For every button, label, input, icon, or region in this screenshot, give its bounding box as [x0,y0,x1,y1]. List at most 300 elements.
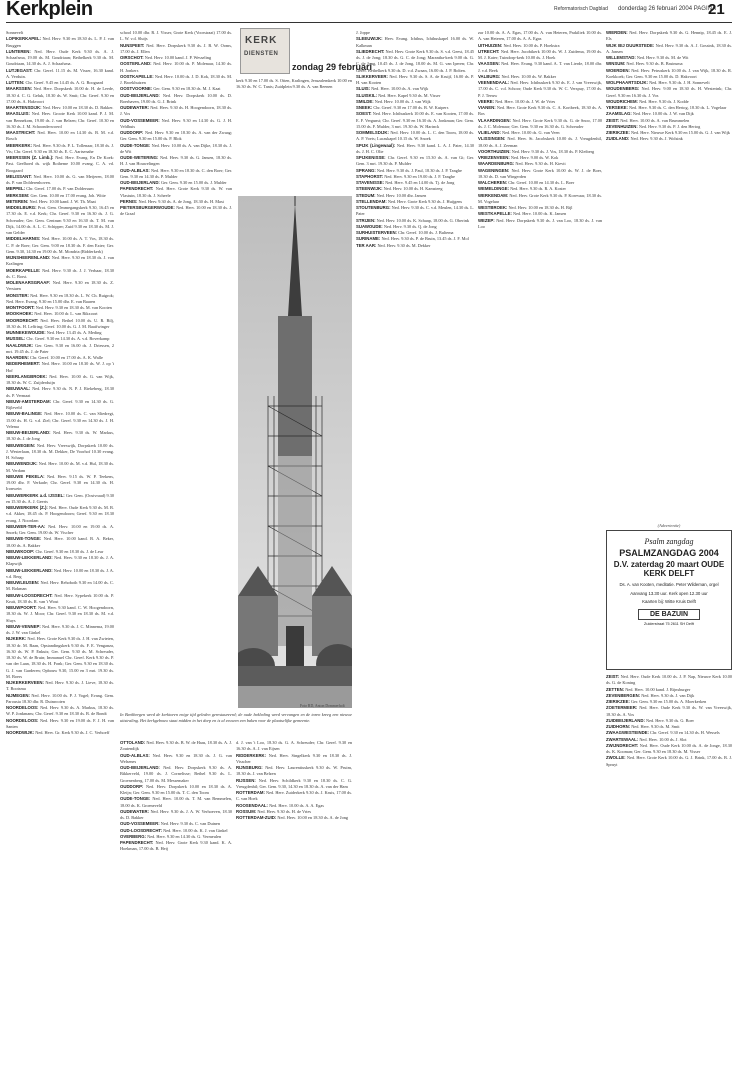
service-entry [6,461,114,474]
service-times: Ned. Herv. 10.00 kand. J. Rijnsburger [625,686,691,692]
service-times: Ned. Herv. Evang. 9.30 kand. A. T. van Lierde, 18.00 dhr. J. v.d. Beek [478,61,602,73]
place-name: STAVENISSE: [356,180,385,185]
place-name: MIDDELBURG: [6,205,37,210]
service-times: Ned. Herv. 9.30 en 14.30 ds. G. J. H. Veldhuis [120,117,232,129]
service-times: Ned. Herv. 9.30 ds. W. Markus, 18.30 ds. J. de Jong [6,430,114,442]
service-entry [606,743,732,756]
service-times: Chr. Geref. 17.00 ds. P. van Doldersum [26,186,94,192]
service-entry [6,730,114,736]
service-times: Ned. Herv. 9.30 ds. A. Markus, 18.30 ds. W. P. Jonkmans; Chr. Geref. 9.30 en 18.30 ds. B. de Bondt [6,705,114,717]
service-times: Ned. Herv. 10.00 ds. A. A. Egas [269,802,324,808]
newspaper-name: Reformatorisch Dagblad [554,6,608,12]
place-name: VLISSINGEN: [478,136,506,142]
place-name: MUSSEL: [6,336,26,342]
place-name: NEDERHEMERT: [6,361,41,367]
service-times: school 10.00 dhr. R. J. Visser, Grote Kerk (Voorstraat) 17.00 ds. L. W. v.d. Sluijs [120,30,232,42]
service-entry [236,740,352,753]
service-times: Ned. Herv. 9.30 en 18.30 ds. J. A. Klapwijk [6,555,114,567]
service-times: Ned. Herv. 9.30 ds. S. A. de Kruijf, 16.00 ds. P. H. van Kooten [356,73,474,85]
kerkdiensten-logo [240,28,290,74]
service-entry [356,111,474,130]
service-entry [6,524,114,537]
place-name: ROSSUM: [236,808,257,814]
service-times: Ned. Herv. Dorpskerk 9.30 ds. A. Bikkerveld, 19.00 ds. J. Cornelisse; Bethel 9.30 ds. L. Groenenberg, 17.00 ds. M. Messemaker [120,765,232,783]
place-name: MOORDRECHT: [6,317,39,323]
photo-caption: In Beekbergen werd de kerktoren enige tijd geleden gerestaureerd; de oude bekleding werd vervangen en de toren kreeg een nieuwe uitstraling. Het kerkgebouw staat midden in het dorp en is al eeuwen een baken voor de plaatselijke gemeente. [120,712,352,723]
place-name: SLIEDRECHT: [356,48,385,54]
service-times: Ned. Herv. 10.00 kand. J. W. Th. Maat [29,198,96,204]
service-entry [120,740,232,753]
service-entry [120,93,232,106]
place-name: OUDE-TONGE: [120,142,151,148]
place-name: MERKSEM: [6,192,30,198]
place-name: ZEVENBERGEN: [606,692,641,698]
place-name: NUNSPEET: [120,42,145,48]
place-name: NEERLANGBROEK: [6,373,48,379]
service-times: Ned. Herv. St. Jacobskerk 10.00 ds. J. Vreugdenhil, 18.00 ds. A. J. Zeeman [478,136,602,148]
service-entry [120,796,232,809]
service-entry [478,168,602,181]
place-name: STRIJEN: [356,217,376,223]
place-name: ZUIDHORN: [606,724,631,729]
ad-time: Aanvang 13.30 uur. Kerk open 12.30 uur [630,590,708,596]
service-entry [120,105,232,118]
place-name: RIJNSBURG: [236,765,263,770]
place-name: VIANEN: [478,105,496,110]
service-times: Ned. Herv. 9.30 ds. N. P. J. Riekeberg, 18.30 ds. P. Vermaat [6,386,114,398]
service-times: Ned. Herv. 10.00 en 18.30 ds. J. A. v.d. Berg [6,567,114,579]
service-times: Ger. Gem. 10.00 en 17.00 evang. Joh. Witte [30,192,106,198]
page-number: 21 [708,1,725,18]
service-entry [236,765,352,778]
service-entry [6,143,114,156]
service-times: Ned. Herv. 10.00 kand. J. P. Wesseling [144,55,212,60]
listing-column-3 [236,78,352,188]
place-name: STEDUM: [356,192,376,198]
service-entry [6,411,114,430]
service-entry [6,605,114,624]
place-name: STAPHORST: [356,173,384,179]
place-name: PIETERSBURGERWOUDE: [120,205,175,210]
service-entry [478,136,602,149]
place-name: SURINAME: [356,236,381,242]
service-times: Ned. Herv. 9.30 en 19.00 ds. J. F. Tanghe [384,173,455,179]
place-name: OOSTERLAND: [120,61,152,67]
place-name: OUD-VOSSEMEER: [120,821,160,827]
place-name: SMILDE: [356,98,374,104]
place-name: SLIKKERVEER: [356,73,388,79]
place-name: SURHUISTERVEEN: [356,230,397,235]
place-name: NIEUWEGEIN: [6,442,36,448]
service-times: Ned. Herv. 10.00 ds. P. Hoekstra [503,42,560,48]
service-times: Ned. Herv. Vreeswijk, Dorpskerk 10.00 ds. J. Westerlaan, 18.30 ds. M. Dekker, De Voorhof 10.30 evang. H. Schaap [6,442,114,460]
place-name: SLUIS: [356,86,371,92]
place-name: OUD-BEIJERLAND: [120,180,160,185]
place-name: TER AAR: [356,242,377,248]
service-times: Ned. Herv. 9.30 en 18.30 ds. L. W. Ch. Ruigrok; Ned. Herv. Evang. 9.30 en 15.00 dhr. E. van Baaren [6,292,114,304]
place-name: WEZEP: [478,217,495,223]
service-times: Chr. Geref. 9.30 en 14.30 ds. H. Wessels [650,730,720,736]
ad-tickets: Kaarten bij: Witte Kruis Delft [642,599,696,604]
place-name: MOERKAPELLE: [6,267,41,273]
service-entry [606,86,732,99]
service-times: Ned. Herv. Laurentiuskerk 9.30 ds. W. Pruim, 18.30 ds. J. van Belzen [236,765,352,777]
logo-line-1: KERK [245,35,278,46]
place-name: OUD-BEIJERLAND: [120,92,160,98]
place-name: MAARTENSDIJK: [6,105,42,110]
service-entry [6,268,114,281]
service-times: Ned. Herv. 9.30 en 18.30 ds. C. den Boer; Ger. Gem. 9.30 en 14.30 ds. P. Mulder [120,167,232,179]
service-entry [6,361,114,374]
listing-column-6-lower [606,674,732,1062]
place-name: WALCHEREN: [478,180,508,185]
place-name: OVERBERG: [120,833,147,839]
service-entry [6,174,114,187]
service-entry [6,636,114,680]
service-entry [6,693,114,706]
service-times: Ned. Herv. 10.00 en 19.00 ds. A. Snoek; Ger. Gem. 19.00 ds. W. Vischer [6,523,114,535]
service-entry [6,205,114,236]
service-times: Ned. Herv. 9.30 en 18.30 ds. M. van Kooten [35,305,112,310]
place-name: SPIJK (Lingewaal): [356,142,396,148]
service-times: Ned. Herv. Gr. Kerk 9.30 ds. J. C. Verhoeff [35,730,110,735]
service-times: Ned. Herv. 9.30 ds. J. J. Verhaar, 18.30 ds. C. Borst. [6,267,114,279]
service-times: Ned. Herv. 10.00 ds. J. W. de Vries [495,98,556,104]
service-times: Ned. Herv. 10.00 dhr. Jansen [376,192,427,198]
place-name: MIJNSHEERENLAND: [6,255,51,260]
church-tower-illustration [238,196,352,708]
service-times: Ned. Herv. Grote Kerk 9.30 ds. S. v.d. Geest, 18.45 ds. J. de Jong; 18.30 ds. G. C. de Jong; Marantha-kerk 9.00 ds. G. C. de Jong, 10.45 ds. J. de Jong, 18.00 ds. M. G. van Iperen; Chr. Geref. Bethelkerk 9.30 ds. D. v.d. Zwaan, 16.00 ds. J. P. Bolten. [356,48,474,73]
service-entry [236,790,352,803]
place-name: SLEEUWIJK: [356,36,383,42]
service-times: Ned. Herv. Oude Kerk 10.00 ds. J. P. Nap, Nieuwe Kerk 10.00 ds. G. de Koning [606,674,732,686]
service-times: Ned. Herv. 9.30 ds. G. Jansen, 18.30 ds. H. J. van Houwelingen [120,155,232,167]
service-entry [6,555,114,568]
service-times: Ned. Herv. 9.30 ds. B. W. de Haas, 18.30 ds. A. J. Zoutendijk [120,740,232,752]
place-name: ZIERIKZEE: [606,130,630,135]
place-name: ZEIST: [606,674,620,679]
service-entry [606,43,732,56]
service-entry [356,49,474,74]
service-times: Ned. Herv. Grote Kerk 9.30 ds. J. Huijgens [387,198,463,204]
service-times: Chr. Geref. 10.00 en 17.00 ds. A. K. Walle [30,355,103,360]
listing-column-2-lower [120,740,232,1062]
service-entry [236,78,352,91]
service-times: Ned. Herv. 9.30 ds. C. v.d. Meulen, 14.30 ds. L. Pater [356,205,474,217]
service-times: Ned. Herv. 10.00 ds. A. T. Vos, 18.30 ds. C. P. de Boer; Ger. Gem. 9.00 en 18.30 ds. F. den Exter; Ger. Gem. 9.30, 14.30 en 19.00 ds. M. Mondria (Ridderkerk) [6,236,114,254]
place-name: WESTKAPELLE: [478,211,512,217]
service-entry [6,155,114,174]
service-times: Ned. Herv. Grote Kerk 9.30 ds. C. A. Kortbeek, 18.30 ds. A. Bos [478,105,602,117]
place-name: ZOETERMEER: [606,705,638,711]
place-name: WERKENDAM: [478,192,509,198]
service-times: Ned. Herv. Oude Kerk 9.30 ds. M. B. v.d. Akker, 18.45 ds. P. Hoogendoorn; Geref. 9.30 en 18.30 evang. J. Noordam [6,505,114,523]
service-entry [120,130,232,143]
advertisement-label: (Advertentie) [657,523,681,528]
service-times: Ned. Herv. Grote Kerk 9.30 ds. W. van Vlastuin, 18.30 ds. J. Scheele [120,186,232,198]
place-name: MOLENAARSGRAAF: [6,280,51,285]
place-name: VALBURG: [478,73,501,79]
service-entry [356,130,474,143]
service-entry [120,809,232,822]
service-times: Ned. Herv. Dorpskerk 10.00 dr. H. de Leede, 18.30 d. C. G. Geluk, 18.30 ds. W. Smit; Chr. Geref. 9.30 en 17.00 ds. A. Hakvoort [6,86,114,104]
service-times: Ned. Herv. 9.30 ds. J. C. Minnema, 19.00 ds. J. W. van Ginkel [6,623,114,635]
service-entry [6,536,114,549]
place-name: OUD-VOSSEMEER: [120,117,160,123]
service-entry [606,755,732,768]
place-name: PAPENDRECHT: [120,186,154,192]
place-name: ZWOLLE: [606,755,626,761]
service-entry [6,130,114,143]
service-times: Ned. Herv. 10.00 ds. J. W. van Dijk [632,111,694,117]
service-times: Ned. Herv. 10.00 en 18.30 ds. D. Bakker. [42,105,114,110]
service-times: Ger. Gem. 9.30 en 18.30 ds. M. J. Kaat [153,86,221,92]
service-times: Ned. Herv. 9.45 en 14.00 ds. Tj. de Jong [385,180,455,185]
service-entry [6,280,114,293]
service-times: Ned. Herv. 10.00 ds. A. van Wijk [371,86,429,92]
place-name: ZETTEN: [606,686,625,692]
service-times: Ned. Herv. 10.00 ds. G. van Veen [502,130,560,135]
service-times: Ned. Herv. 9.30 ds. C. van Duinen [160,821,220,827]
service-times: Chr. Geref. 9.45 en 14.45 ds. A. G. Boogaard [25,80,104,85]
service-times: Ned. Herv. Ichthuskerk 10.00 ds. E. van Kooten, 17.00 ds. E. F. Vergunst; Chr. Geref. 9.30 en 16.30 ds. A. Jonkman; Ger. Gem. 15.00 ds. F. Mulder, 3 mrt. 19.30 ds. W. Harinck [356,111,474,129]
service-times: Ned. Herv. 10.00 ds. L. C. den Toom, 18.00 ds. A. P. Voets; Lucaskapel 10.15 ds. W. Snoek [356,130,474,142]
place-name: NAARDEN: [6,355,29,360]
service-entry [478,61,602,74]
service-times: Ned. Herv. Oude Kerk 9.30 ds. W. van Vreeswijk, 18.30 ds. A. Vos [606,705,732,717]
ad-brand: DE BAZUIN [638,609,700,620]
service-entry [120,143,232,156]
service-times: Ned. Herv. 9.30 ds. P. de Bruin, 13.45 ds. J. F. Mol [381,236,469,242]
place-name: OIRSCHOT: [120,55,144,60]
place-name: NOORDELOOS: [6,705,39,710]
place-name: SPIJKENISSE: [356,155,386,160]
service-times: Ned. Herv. 10.00 ds. M. v.d. Hul, 18.30 ds. M. Verdam [6,461,114,473]
place-name: MOOKHOEK: [6,311,34,317]
place-name: OUDEWATER: [120,808,150,814]
service-times: Ned. Herv. 9.30 ds. A. de Jong, 18.30 ds. H. Mast [138,198,224,204]
place-name: NIEUWKOOP: [6,548,35,554]
service-entry [120,840,232,853]
place-name: WAARDENBURG: [478,161,515,167]
service-times: Ned. Herv. Dorpskerk 9.30 ds. G. Hennip, 18.45 ds. E. J. Els [606,30,732,42]
place-name: MEERSSEN (Z. Limb.): [6,155,54,160]
listing-column-2 [120,30,232,700]
place-name: STEENWIJK: [356,186,383,192]
place-name: MONTFOORT: [6,305,35,310]
place-name: MAASLUIS: [6,111,30,117]
place-name: OUDE-TONGE: [120,796,151,802]
service-times: Ned. Herv. 10.00 ds. T. M. van Bemmelen, 18.00 ds. K. Groeneveld [120,796,232,808]
service-times: Ned. Herv. 9.30 ds. M. Smit [631,724,680,729]
place-name: SUAWOUDE: [356,223,383,229]
service-entry [120,753,232,766]
psalmzangdag-advertisement [606,530,732,670]
place-name: OUD-LOOSDRECHT: [120,827,163,833]
service-times: Ger. Gem. 9.30 en 15.00 ds. A. Moerkerken [630,699,707,704]
service-times: Ned. Herv. 10.00 ds. J. D. Kok, 18.30 ds. M. J. Broekhuizen [120,73,232,85]
service-times: J. Joppe [356,30,370,35]
service-entry [478,218,602,231]
service-entry [356,143,474,156]
issue-date: donderdag 26 februari 2004 PAGINA [618,6,716,12]
service-times: Ned. Herv. Singelkerk 9.30 en 18.30 ds. J. Visscher [236,752,352,764]
service-times: Ned. Herv. Dorpskerk 10.00 ds. D. Boerhaven, 19.00 ds. G. J. Brink [120,92,232,104]
place-name: WIJK BIJ DUURSTEDE: [606,42,655,48]
place-name: SNEEK: [356,105,373,110]
place-name: LUTJEGAST: [6,67,33,73]
service-times: Ned. Herv. 9.30 ds. J. Lieve, 18.30 ds. T. Bootsma [6,680,114,692]
place-name: ZWAAGWESTEINDE: [606,730,649,736]
ad-title: PSALMZANGDAG 2004 [619,548,719,558]
page-header [6,0,732,23]
service-times: Ned. Herv. Jacobikerk 10.00 ds. W. J. Zuidema, 19.00 ds. M. J. Kater; Tuindorp-kerk 10.00 ds. J. Hoek [478,48,602,60]
service-entry [120,784,232,797]
service-times: Ned. Herv. 9.30 kand. C. W. Hoogendoorn, 18.30 ds. W. J. Moor; Chr. Geref. 9.30 en 18.30 ds. M. v.d. Sluys [6,605,114,623]
place-name: STELLENDAM: [356,198,387,204]
service-times: Ned. Herv. Dorpskerk 9.30 ds. J. van Loo, 18.30 ds. J. van Loo [478,217,602,229]
service-times: Ned. Herv. Evang. En De Koek: Past. Geelhoed ds. wijk Rotheme 10.00 evang. C. A. vd. Boogaard [6,155,114,173]
listing-column-6 [606,30,732,520]
service-times: Ned. Herv. 9.30 ds. C. den Hertog, 18.30 ds. L. Vogelaar [629,105,727,110]
service-times: d. J. van 't Loo, 18.30 ds. G. A. Schreuder; Chr. Geref. 9.30 en 16.30 ds. A. J. van Eijsen [236,740,352,752]
place-name: OUD-ALBLAS: [120,752,150,758]
service-times: Ned. Herv. Rehoboth 9.30 en 14.00 ds. C. M. Bokman [6,580,114,592]
place-name: PAPENDRECHT: [120,840,154,845]
place-name: SOEST: [356,111,372,117]
service-entry [6,705,114,718]
place-name: WESTBROEK: [478,205,508,210]
place-name: NIEUWER-TER-AA: [6,523,46,529]
service-times: Ned. Herv. 9.15 ds. W. P. Teekens, 19.00 dhr. F. Verkade; Chr. Geref. 9.30 en 14.30 ds. H. Ironwein [6,473,114,492]
place-name: VLIELAND: [478,130,501,135]
service-times: Ned. Herv. 10.00 ds. K. Jansen [512,211,567,217]
place-name: RIJSSEN: [236,777,256,783]
place-name: YERSEKE: [606,105,628,110]
place-name: SPRANG: [356,167,376,173]
service-times: Ned. Herv. 13.45 ds. A. Meding [46,330,102,335]
place-name: UTRECHT: [478,48,500,54]
service-entry [478,105,602,118]
service-times: Ned. Herv. Grote Kerk 9.30 kand. K. A. Hoekman, 17.00 ds. B. Heij [120,840,232,852]
service-times: Ned. Herv. 9.30 ds. Q. de Jong [383,223,437,229]
service-entry [236,753,352,766]
service-times: Ned. Herv. 9.30 ds. H. Kievit [515,161,566,167]
service-times: Ned. Herv. 9.30 ds. P. L. Tollenaar, 18.30 ds. J. Vis; Chr. Geref. 9.30 en 18.30 ds. E. C. Aartsenahe [6,142,114,154]
place-name: VRIEZENVEEN: [478,155,510,160]
service-times: Ned. Herv. 9.30 ds. R. A. Koster [510,186,566,192]
logo-line-2: DIENSTEN [244,51,279,57]
service-entry [6,430,114,443]
place-name: MONSTER: [6,292,29,298]
service-entry [6,505,114,524]
place-name: OUD-ALBLAS: [120,167,150,173]
service-times: Ned. Herv. 10.00 kand. B. A. Beker, 18.00 ds. A. Bakker [6,536,114,548]
place-name: OTTOLAND: [120,740,146,745]
service-entry [478,80,602,99]
place-name: NOORDELOOS: [6,717,39,723]
listing-column-3-lower [236,740,352,1062]
service-entry [6,680,114,693]
service-entry [6,718,114,731]
place-name: VEERE: [478,98,494,104]
service-times: Ned. Herv. 9.30 en 18.30 ds. A. van der Zwaag; Ger. Gem. 9.30 en 15.00 ds. P. Blok [120,130,232,142]
place-name: NIEUWPOORT: [6,605,37,610]
service-times: Ned. Herv. 9.30 ds. B. Bruinsma [626,61,683,67]
place-name: OOSTKAPELLE: [120,73,154,79]
service-times: Ned. Herv. 9.30 en 18.30 ds. Z. Verstaen [6,280,114,292]
place-name: SLUISKIL: [356,92,378,98]
service-times: Ned. Herv. 9.30 ds. M. de Wit [636,55,689,60]
service-times: Ned. Herv. 10.00 en 18.30 ds. A. de Jong [277,815,349,820]
service-entry [606,30,732,43]
service-times: Ger. Gem. 9.30 en 15.00 ds. J. Mulder [160,180,227,185]
place-name: MUNNEKEWOUDE: [6,330,46,335]
place-name: STOUTENBURG: [356,205,391,210]
service-times: Ned. Herv. Groote Kerk 10.00 kand. P. J. M. van Bennekom, 19.00 ds. J. van Belzen; Chr. Geref. 10.30 en 16.30 ds. J. M. Schoonderwoerd [6,111,114,129]
service-entry [120,765,232,784]
place-name: NIEUWERKERK (Z.): [6,505,48,510]
place-name: PERNIS: [120,198,138,204]
service-entry [120,43,232,56]
service-times: Ned. Herv. 9.30 en 14.30 ds. G. Vermeulen [147,833,222,839]
service-entry [356,155,474,168]
service-times: Ned. Herv. 10.00 ds. G. van Wijk, 18.30 ds. W. C. Zuijderduijn [6,373,114,385]
service-times: Ned. Herv. 10.00 ds. K. J. van Ginkel [163,827,228,833]
place-name: WOUDENBERG: [606,86,640,92]
place-name: METEREN: [6,198,29,204]
service-times: Chr. Geref. 9.30 en 14.30 ds. A. v.d. Boverkamp [26,336,110,342]
service-times: Ned. Herv. 9.30 en 18.30 ds. J. G. van Welsenes [120,752,232,764]
service-times: Ned. Herv. 9.30 ds. H. Hoogendoorn, 18.30 ds. J. Vos [120,105,232,117]
photo-credit: Foto RD, Anton Dommerholt [300,704,345,708]
service-entry [606,136,732,142]
place-name: ZUIDBEIJERLAND: [606,717,645,723]
place-name: NIEUWENDIJK: [6,461,38,467]
service-times: Herv. Evang. Ichthus, Ichthuskapel 16.00 ds. W. Kalkman [356,36,474,48]
service-entry [606,68,732,81]
service-entry [6,399,114,412]
place-name: ROOSENDAAL: [236,802,268,808]
service-entry [6,318,114,331]
service-date: zondag 29 februari [292,62,373,72]
place-name: NIJKERK: [6,636,27,642]
service-times: Ned. Herv. Grote Kerk 10.00 ds. G. J. Brink, 17.00 ds. B. J. Spruyt [606,755,732,767]
ad-heading: Psalm zangdag [644,537,694,546]
service-entry [6,443,114,462]
place-name: NIEUWE-TONGE: [6,536,42,542]
service-times: Ned. Herv. Grote Kerk 10.00 ds. W. J. de Boer, 18.30 ds. D. van Wingerden [478,167,602,179]
service-times: Chr. Geref. 10.00 ds. J. Bultema [398,230,454,235]
place-name: MEERKERK: [6,142,33,148]
service-entry [120,61,232,74]
place-name: NIEUW-LEKKERLAND: [6,567,53,573]
service-entry [6,374,114,387]
service-times: Ned. Herv. 10.00 ds. A. van Dijke, 18.30 ds. J. de Wit [120,142,232,154]
service-times: Ned. Herv. Grote Kerk 9.30 ds. P. Korevaar, 18.30 ds. M. Vogelaar [478,192,602,204]
place-name: MAARSSEN: [6,86,33,92]
service-times: Ned. Herv. 10.00 ds. G. van Meijeren, 18.00 ds. P. van Dolderenhoven. [6,173,114,185]
place-name: NIEUW-BEIJERLAND: [6,430,51,435]
service-times: Ned. Herv. 10.00 en 14.30 ds. B. M. v.d. Bosch [6,130,114,142]
service-entry [478,49,602,62]
service-times: Ned. Herv. Ichthuskerk 9.30 ds. E. J. van Vreeswijk, 17.00 ds. C. v.d. Schoor; Oude Kerk 9.30 ds. W. C. Verspuy, 17.00 ds. P. J. Teeuw [478,80,602,98]
service-entry [6,474,114,493]
place-name: NIEUWE PEKELA: [6,473,45,479]
place-name: MIDDELHARNIS: [6,236,41,242]
service-entry [606,705,732,718]
service-entry [6,580,114,593]
